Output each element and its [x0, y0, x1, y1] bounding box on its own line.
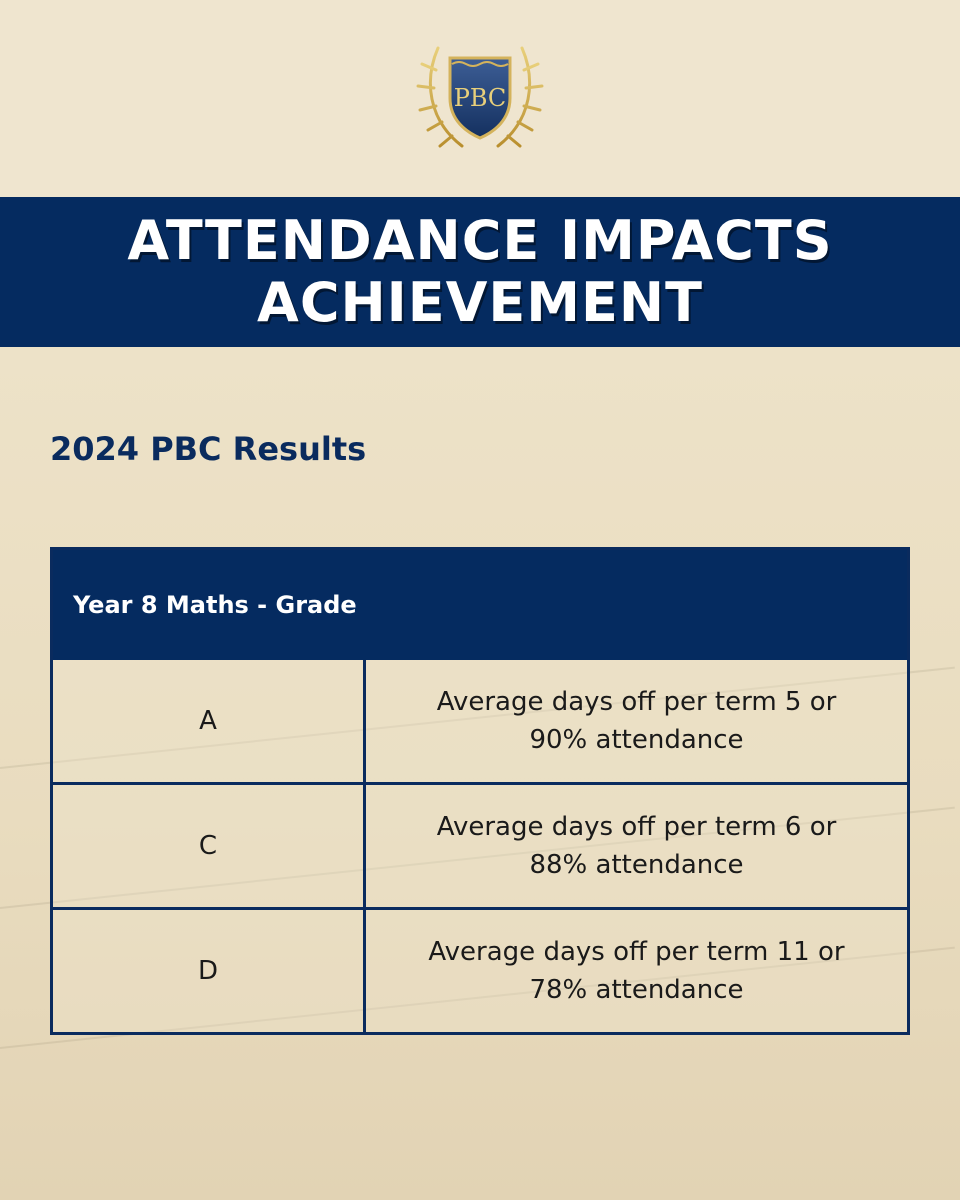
attendance-cell — [366, 660, 907, 782]
grade-cell: C — [53, 785, 366, 907]
attendance-text: Average days off per term 6 or — [436, 812, 837, 842]
grade-cell: D — [53, 910, 366, 1032]
banner-title-line-2: ACHIEVEMENT — [257, 271, 703, 334]
table-header: Year 8 Maths - Grade — [53, 550, 907, 660]
attendance-text: 88% attendance — [529, 850, 744, 880]
attendance-text: 78% attendance — [529, 975, 744, 1005]
attendance-text: Average days off per term 11 or — [428, 937, 845, 967]
results-table — [50, 547, 910, 1035]
attendance-text: Average days off per term 5 or — [436, 687, 837, 717]
table-row — [53, 782, 907, 907]
logo-text: PBC — [453, 84, 507, 112]
pbc-crest-logo — [410, 40, 550, 160]
banner-title-line-1: ATTENDANCE IMPACTS — [127, 209, 833, 272]
title-banner — [0, 197, 960, 347]
attendance-text: 90% attendance — [529, 725, 744, 755]
table-row — [53, 907, 907, 1032]
results-subtitle: 2024 PBC Results — [50, 430, 367, 468]
table-row — [53, 660, 907, 782]
attendance-cell — [366, 785, 907, 907]
grade-cell: A — [53, 660, 366, 782]
attendance-cell — [366, 910, 907, 1032]
